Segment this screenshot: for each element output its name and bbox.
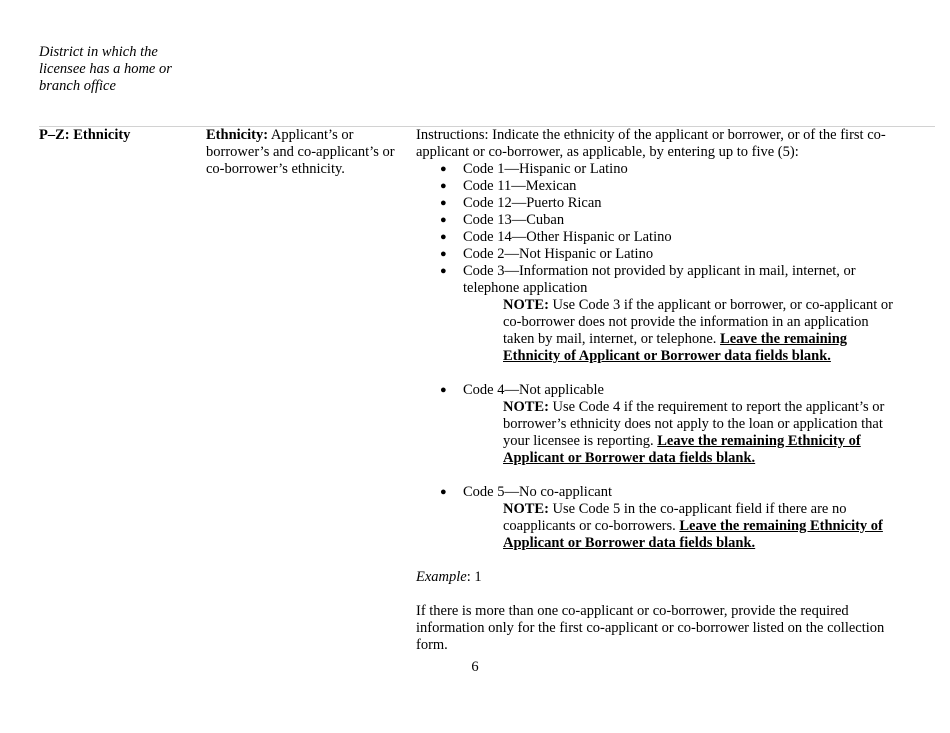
example-label: Example bbox=[416, 569, 467, 585]
leave-blank-instruction: Leave the remaining Ethnicity of Applicant or Borrower data fields blank. bbox=[503, 518, 883, 551]
leave-blank-instruction: Leave the remaining Ethnicity of Applicant or Borrower data fields blank. bbox=[503, 331, 848, 364]
list-item bbox=[416, 178, 901, 195]
note-code-3 bbox=[503, 297, 895, 365]
field-definition bbox=[206, 127, 406, 178]
bullet-icon: ● bbox=[440, 486, 447, 498]
note-label: NOTE: bbox=[503, 297, 549, 313]
code-text: Code 14—Other Hispanic or Latino bbox=[463, 229, 672, 245]
list-item bbox=[416, 263, 901, 297]
list-item bbox=[416, 484, 901, 501]
code-text: Code 5—No co-applicant bbox=[463, 484, 612, 500]
note-label: NOTE: bbox=[503, 399, 549, 415]
list-item bbox=[416, 212, 901, 229]
code-text: Code 1—Hispanic or Latino bbox=[463, 161, 628, 177]
closing-paragraph: If there is more than one co-applicant or co-borrower, provide the required information only for the first co-applicant or co-borrower listed on the collection form. bbox=[416, 603, 885, 653]
code-text: Code 13—Cuban bbox=[463, 212, 565, 228]
example-value: : 1 bbox=[466, 569, 482, 585]
code-list bbox=[416, 382, 901, 399]
example-line bbox=[416, 569, 901, 586]
spacer bbox=[416, 586, 901, 603]
definition-text: Applicant’s or borrower’s and co-applicant’s or co-borrower’s ethnicity. bbox=[206, 127, 395, 177]
page-number: 6 bbox=[471, 659, 479, 675]
code-list bbox=[416, 161, 901, 297]
list-item bbox=[416, 229, 901, 246]
leave-blank-instruction: Leave the remaining Ethnicity of Applicant or Borrower data fields blank. bbox=[503, 433, 861, 466]
bullet-icon: ● bbox=[440, 231, 447, 243]
instructions-intro: Instructions: Indicate the ethnicity of the applicant or borrower, or of the first co-applicant or co-borrower, as applicable, by entering up to five (5): bbox=[416, 127, 886, 160]
note-label: NOTE: bbox=[503, 501, 549, 517]
list-item bbox=[416, 195, 901, 212]
code-text: Code 2—Not Hispanic or Latino bbox=[463, 246, 654, 262]
field-name: P–Z: Ethnicity bbox=[39, 127, 131, 143]
note-text: Use Code 4 if the requirement to report the applicant’s or borrower’s ethnicity does not apply to the loan or application that your licensee is reporting. bbox=[503, 399, 885, 449]
note-code-4 bbox=[503, 399, 895, 467]
bullet-icon: ● bbox=[440, 265, 447, 277]
code-text: Code 4—Not applicable bbox=[463, 382, 604, 398]
district-label: District in which the licensee has a home or branch office bbox=[39, 44, 172, 94]
note-text: Use Code 3 if the applicant or borrower, or co-applicant or co-borrower does not provide the information in an application taken by mail, internet, or telephone. bbox=[503, 297, 893, 347]
instructions-column bbox=[416, 127, 901, 654]
list-item bbox=[416, 161, 901, 178]
bullet-icon: ● bbox=[440, 163, 447, 175]
list-item bbox=[416, 246, 901, 263]
code-text: Code 11—Mexican bbox=[463, 178, 577, 194]
spacer bbox=[416, 467, 901, 484]
bullet-icon: ● bbox=[440, 197, 447, 209]
definition-term: Ethnicity: bbox=[206, 127, 269, 143]
bullet-icon: ● bbox=[440, 248, 447, 260]
list-item bbox=[416, 382, 901, 399]
bullet-icon: ● bbox=[440, 180, 447, 192]
code-text: Code 3—Information not provided by applicant in mail, internet, or telephone application bbox=[463, 263, 856, 296]
spacer bbox=[416, 552, 901, 569]
note-code-5 bbox=[503, 501, 895, 552]
note-text: Use Code 5 in the co-applicant field if there are no coapplicants or co-borrowers. bbox=[503, 501, 847, 534]
bullet-icon: ● bbox=[440, 384, 447, 396]
code-list bbox=[416, 484, 901, 501]
code-text: Code 12—Puerto Rican bbox=[463, 195, 602, 211]
spacer bbox=[416, 365, 901, 382]
bullet-icon: ● bbox=[440, 214, 447, 226]
